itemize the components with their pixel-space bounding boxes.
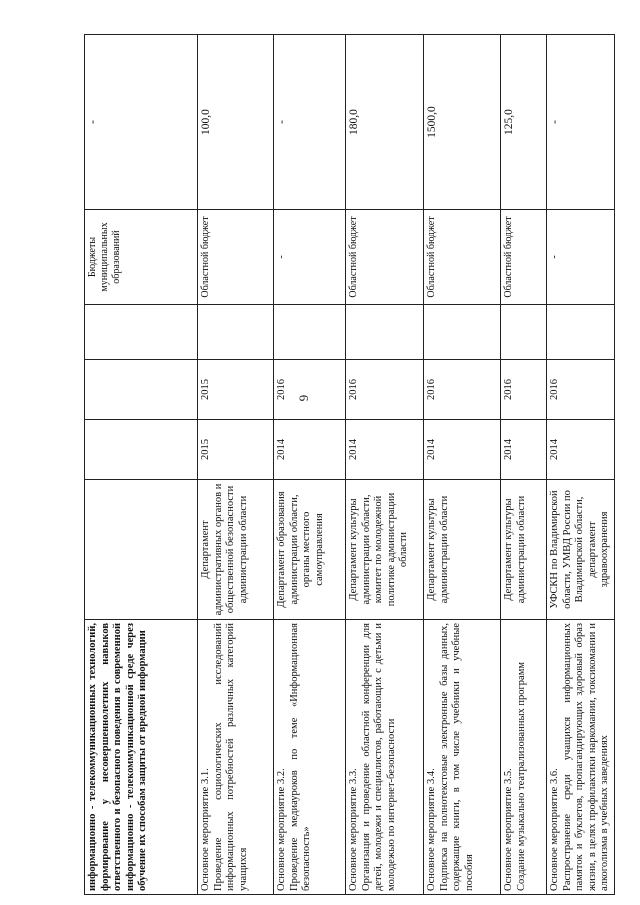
table-row	[501, 35, 547, 895]
measure-amount: 125,0	[501, 35, 547, 210]
measure-start-year: 2014	[424, 420, 501, 480]
measure-start-year: 2014	[501, 420, 547, 480]
measure-description: Проведение медиауроков по теме «Информационная безопасность»	[288, 623, 313, 891]
measure-title: Основное мероприятие 3.1.	[200, 768, 211, 891]
measure-description: Подписка на полнотекстовые электронные базы данных, содержащие книги, в том числе учебники и учебные пособия	[438, 623, 475, 891]
intro-amount: -	[85, 35, 198, 210]
measure-description: Создание музыкально театрализованных программ	[515, 661, 527, 891]
table-row	[547, 35, 615, 895]
measure-end-year: 2016	[274, 360, 346, 420]
measure-executor: Департамент культуры администрации области	[424, 480, 501, 620]
measure-end-year: 2016	[547, 360, 615, 420]
measure-funding-source: Областной бюджет	[424, 210, 501, 305]
measure-start-year: 2014	[547, 420, 615, 480]
measure-cell	[346, 620, 424, 895]
table-row	[274, 35, 346, 895]
measure-start-year: 2015	[198, 420, 274, 480]
measure-amount: -	[274, 35, 346, 210]
measure-cell	[198, 620, 274, 895]
measure-description: Организация и проведение областной конференции для детей, молодежи и специалистов, работающих с детьми и молодежью по интернет-безопасности	[360, 623, 397, 891]
table-row	[424, 35, 501, 895]
measure-title: Основное мероприятие 3.6.	[549, 768, 560, 891]
measure-funding-source: Областной бюджет	[501, 210, 547, 305]
measure-end-year: 2015	[198, 360, 274, 420]
measure-funding-source: Областной бюджет	[346, 210, 424, 305]
measure-funding-source: -	[274, 210, 346, 305]
measure-executor: Департамент образования администрации области, органы местного самоуправления	[274, 480, 346, 620]
measures-table	[84, 34, 615, 895]
measure-cell	[501, 620, 547, 895]
measure-executor: УФСКН по Владимирской области, УМВД России по Владимирской области, департамент здравоохранения	[547, 480, 615, 620]
intro-funding-source: Бюджеты муниципальных образований	[85, 210, 198, 305]
measure-title: Основное мероприятие 3.4.	[426, 768, 437, 891]
measure-cell	[274, 620, 346, 895]
measure-funding-source: Областной бюджет	[198, 210, 274, 305]
measure-end-year: 2016	[346, 360, 424, 420]
measure-cell	[547, 620, 615, 895]
measure-executor: Департамент культуры администрации области, комитет по молодежной политике администрации области	[346, 480, 424, 620]
measure-executor: Департамент культуры администрации области	[501, 480, 547, 620]
measure-amount: 1500,0	[424, 35, 501, 210]
measure-title: Основное мероприятие 3.2.	[276, 768, 287, 891]
page-number: 6	[296, 394, 312, 402]
measure-description: Проведение социологических исследований информационных потребностей различных категорий учащихся	[212, 623, 249, 891]
measure-amount: 100,0	[198, 35, 274, 210]
table-row	[346, 35, 424, 895]
measure-start-year: 2014	[346, 420, 424, 480]
measure-title: Основное мероприятие 3.3.	[348, 768, 359, 891]
measure-executor: Департамент административных органов и общественной безопасности администрации области	[198, 480, 274, 620]
measure-end-year: 2016	[501, 360, 547, 420]
measure-amount: -	[547, 35, 615, 210]
measure-start-year: 2014	[274, 420, 346, 480]
intro-text: информационно - телекоммуникационных технологий, формирование у несовершеннолетних навыков ответственного и безопасного поведения в современной информационно - телекоммуникационной среде через обучение их способам защиты от вредной информации	[85, 620, 198, 895]
measure-amount: 180,0	[346, 35, 424, 210]
measure-end-year: 2016	[424, 360, 501, 420]
measure-cell	[424, 620, 501, 895]
table-row	[198, 35, 274, 895]
table-row-intro	[85, 35, 198, 895]
measure-funding-source: -	[547, 210, 615, 305]
document-table-area	[84, 35, 611, 895]
measure-description: Распространение среди учащихся информационных памяток и буклетов, пропагандирующих здоровый образ жизни, в целях профилактики наркомании, токсикомании и алкоголизма в учебных заведениях	[561, 623, 611, 891]
measure-title: Основное мероприятие 3.5.	[503, 768, 514, 891]
